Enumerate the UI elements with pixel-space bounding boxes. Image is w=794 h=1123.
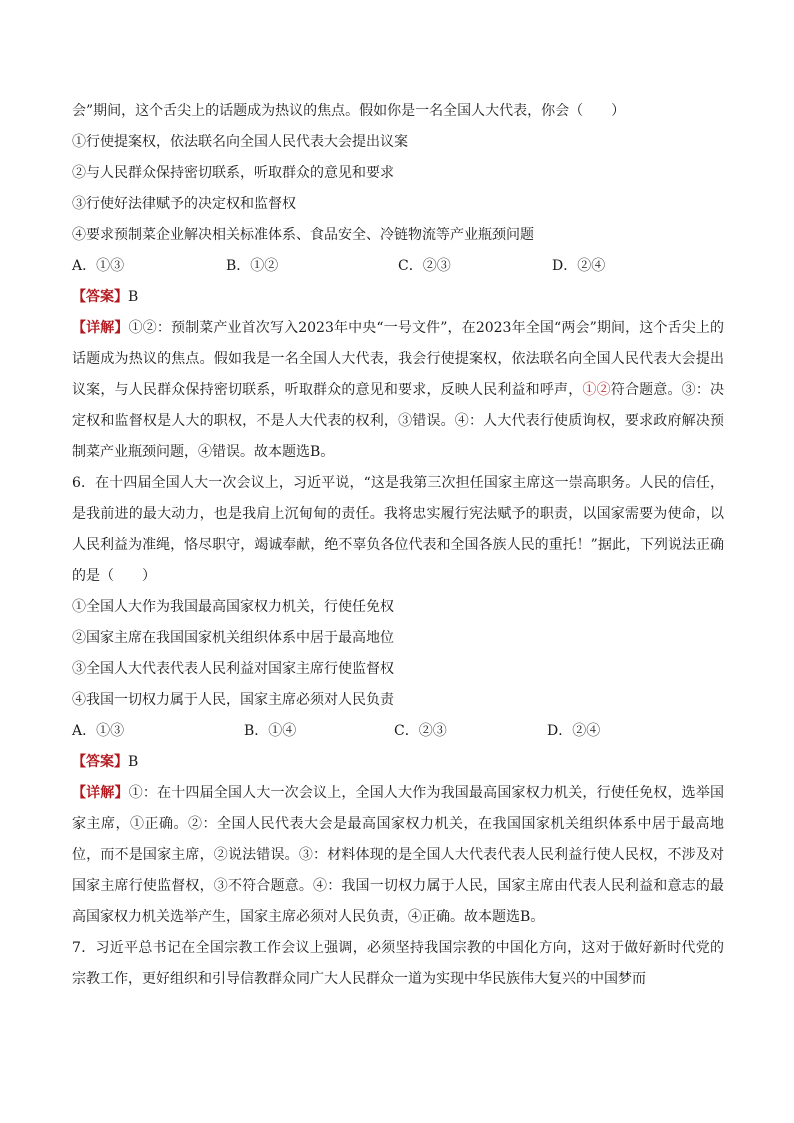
q5-detail-tag: 【详解】: [72, 320, 129, 336]
q6-choices: [72, 716, 724, 747]
q6-answer-value: B: [128, 754, 139, 770]
q6-detail-tag: 【详解】: [72, 785, 129, 801]
q6-answer-tag: 【答案】: [72, 754, 128, 770]
q6-detail: [72, 778, 724, 933]
q5-option-4: ④要求预制菜企业解决相关标准体系、食品安全、冷链物流等产业瓶颈问题: [72, 227, 534, 243]
q5-answer: [72, 282, 724, 313]
q6-choice-d: D．②④: [547, 723, 601, 739]
q6-option-2: ②国家主席在我国国家机关组织体系中居于最高地位: [72, 630, 394, 646]
q5-option-1: ①行使提案权，依法联名向全国人民代表大会提出议案: [72, 134, 408, 150]
q5-detail: [72, 313, 724, 468]
q6-option-3: ③全国人大代表代表人民利益对国家主席行使监督权: [72, 661, 394, 677]
q6-answer: [72, 747, 724, 778]
q6-option-1: ①全国人大作为我国最高国家权力机关，行使任免权: [72, 599, 394, 615]
q5-detail-text-1: ①②：预制菜产业首次写入2023年中央“一号文件”，在2023年全国“两会”期间，这个舌尖上的话题成为热议的焦点。假如我是一名全国人大代表，我会行使提案权，依法联名向全国人民代表大会提出议案，与人民群众保持密切联系，听取群众的意见和要求，反映人民利益和呼声，: [72, 320, 725, 398]
q5-choices: [72, 251, 724, 282]
q6-option-4: ④我国一切权力属于人民，国家主席必须对人民负责: [72, 692, 394, 708]
document-page: [72, 96, 724, 995]
q5-detail-text-2: 符合题意。③：决定权和监督权是人大的职权，不是人大代表的权利，③错误。④：人大代表行使质询权，要求政府解决预制菜产业瓶颈问题，④错误。故本题选B。: [72, 382, 725, 460]
q6-detail-text: ①：在十四届全国人大一次会议上，全国人大作为我国最高国家权力机关，行使任免权，选举国家主席，①正确。②：全国人民代表大会是最高国家权力机关，在我国国家机关组织体系中居于最高地位，而不是国家主席，②说法错误。③：材料体现的是全国人大代表代表人民利益行使人民权，不涉及对国家主席行使监督权，③不符合题意。④：我国一切权力属于人民，国家主席由代表人民利益和意志的最高国家权力机关选举产生，国家主席必须对人民负责，④正确。故本题选B。: [72, 785, 725, 925]
q6-stem: 6．在十四届全国人大一次会议上，习近平说，“这是我第三次担任国家主席这一崇高职务。人民的信任，是我前进的最大动力，也是我肩上沉甸甸的责任。我将忠实履行宪法赋予的职责，以国家需要为使命，以人民利益为准绳，恪尽职守，竭诚奉献，绝不辜负各位代表和全国各族人民的重托！”据此，下列说法正确的是（ ）: [72, 475, 724, 584]
q5-choice-c: C．②③: [398, 258, 451, 274]
q6-choice-b: B．①④: [244, 723, 297, 739]
q5-answer-value: B: [128, 289, 139, 305]
q5-detail-highlight: ①②: [582, 382, 611, 398]
q5-option-2: ②与人民群众保持密切联系，听取群众的意见和要求: [72, 165, 394, 181]
q5-choice-d: D．②④: [552, 258, 606, 274]
q6-choice-a: A．①③: [72, 723, 125, 739]
q7-stem: 7．习近平总书记在全国宗教工作会议上强调，必须坚持我国宗教的中国化方向，这对于做好新时代党的宗教工作，更好组织和引导信教群众同广大人民群众一道为实现中华民族伟大复兴的中国梦而: [72, 940, 724, 987]
q5-stem-tail: 会”期间，这个舌尖上的话题成为热议的焦点。假如你是一名全国人大代表，你会（ ）: [72, 103, 626, 119]
q5-answer-tag: 【答案】: [72, 289, 128, 305]
q5-option-3: ③行使好法律赋予的决定权和监督权: [72, 196, 296, 212]
q5-choice-b: B．①②: [226, 258, 279, 274]
q5-choice-a: A．①③: [72, 258, 125, 274]
q6-choice-c: C．②③: [394, 723, 447, 739]
